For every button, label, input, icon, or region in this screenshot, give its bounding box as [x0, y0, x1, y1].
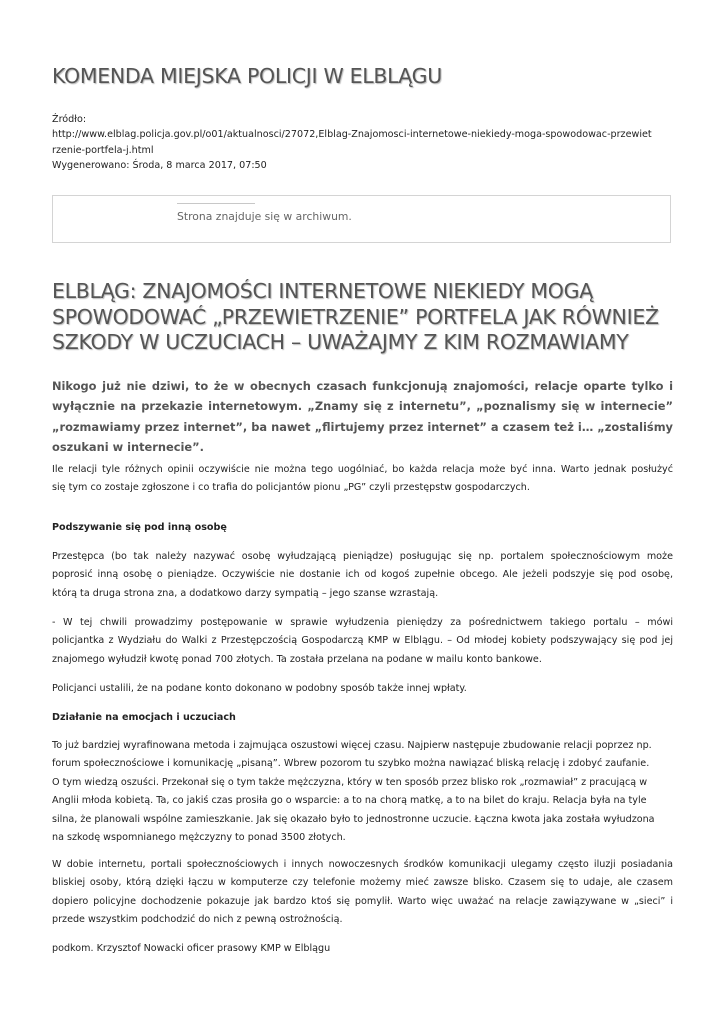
paragraph-line: forum społecznościowe i komunikację „pisaną”. Wbrew pozorom tu szybko można nawiązać bliską relację i zdobyć zaufanie.	[52, 758, 650, 770]
paragraph-line: poprosić inną osobę o pieniądze. Oczywiście nie dostanie ich od kogoś zupełnie obcego. Ale jeżeli podszyje się pod osobę,	[52, 569, 673, 581]
article-lead	[52, 376, 673, 457]
section-heading-emotions: Działanie na emocjach i uczuciach	[52, 712, 236, 723]
archive-divider	[177, 203, 255, 204]
paragraph-line: Przestępca (bo tak należy nazywać osobę wyłudzającą pieniądze) posługując się np. portalem społecznościowym może	[52, 551, 673, 562]
lead-line: oszukani w internecie”.	[52, 439, 204, 454]
lead-line: „rozmawiamy przez internet”, ba nawet „flirtujemy przez internet” a czasem też i… „zostaliśmy	[52, 419, 673, 434]
paragraph-line: znajomego wyłudził kwotę ponad 700 złotych. Ta została przelana na podane w mailu konto bankowe.	[52, 653, 542, 665]
paragraph-line: Policjanci ustalili, że na podane konto dokonano w podobny sposób także innej wpłaty.	[52, 683, 467, 694]
lead-line: Nikogo już nie dziwi, to że w obecnych czasach funkcjonują znajomości, relacje oparte tylko i	[52, 379, 673, 393]
source-url-line-2: rzenie-portfela-j.html	[52, 144, 154, 156]
paragraph-line: na szkodę wspomnianego mężczyzny to ponad 3500 złotych.	[52, 832, 346, 844]
paragraph-line: bliskiej osoby, którą dzięki łączu w komputerze czy telefonie możemy mieć zawsze blisko. Czasem się to udaje, ale czasem	[52, 877, 673, 889]
signature-line: podkom. Krzysztof Nowacki oficer prasowy KMP w Elblągu	[52, 943, 331, 954]
paragraph-line: przede wszystkim podchodzić do nich z pewną ostrożnością.	[52, 914, 343, 926]
paragraph-line: dopiero policyjne dochodzenie pokazuje jak bardzo ktoś się pomylił. Warto więc uważać na relacje zawiązywane w „sieci” i	[52, 895, 673, 907]
paragraph-line: To już bardziej wyrafinowana metoda i zajmująca oszustowi więcej czasu. Najpierw następuje zbudowanie relacji poprzez np.	[52, 740, 652, 751]
paragraph-intro	[52, 461, 673, 498]
organization-title: KOMENDA MIEJSKA POLICJI W ELBLĄGU	[52, 64, 442, 88]
paragraph-line: Ile relacji tyle różnych opinii oczywiście nie można tego uogólniać, bo każda relacja może być inna. Warto jednak posłużyć	[52, 464, 673, 475]
article-title-line: SPOWODOWAĆ „PRZEWIETRZENIE” PORTFELA JAK RÓWNIEŻ	[52, 304, 659, 329]
paragraph-line: W dobie internetu, portali społecznościowych i innych nowoczesnych środków komunikacji ulegamy często iluzji posiadania	[52, 859, 673, 870]
paragraph-line: silna, że planowali wspólne zamieszkanie. Jak się okazało było to jednostronne uczucie. Łączna kwota jaka została wyłudzona	[52, 813, 655, 825]
paragraph-line: którą ta druga strona zna, a dodatkowo darzy sympatią – jego szanse wzrastają.	[52, 587, 439, 599]
paragraph-line: Anglii młoda kobietą. Ta, co jakiś czas prosiła go o wsparcie: a to na chorą matkę, a to na bilet do kraju. Relacja była na tyle	[52, 795, 647, 807]
source-meta	[52, 112, 673, 173]
article-title-line: SZKODY W UCZUCIACH – UWAŻAJMY Z KIM ROZMAWIAMY	[52, 330, 629, 354]
paragraph-line: O tym wiedzą oszuści. Przekonał się o tym także mężczyzna, który w ten sposób przez blisko rok „rozmawiał” z pracującą w	[52, 776, 648, 788]
lead-line: wyłącznie na przekazie internetowym. „Znamy się z internetu”, „poznalismy się w internecie”	[52, 399, 673, 414]
paragraph-summary	[52, 856, 673, 930]
source-url-line-1: http://www.elblag.policja.gov.pl/o01/aktualnosci/27072,Elblag-Znajomosci-internetowe-niekiedy-moga-spowodowac-przewiet	[52, 129, 652, 141]
paragraph-line: - W tej chwili prowadzimy postępowanie w sprawie wyłudzenia pieniędzy za pośrednictwem takiego portalu – mówi	[52, 617, 673, 628]
article-signature	[52, 940, 673, 958]
article-title-line: ELBLĄG: ZNAJOMOŚCI INTERNETOWE NIEKIEDY MOGĄ	[52, 279, 593, 303]
section-heading-impersonation: Podszywanie się pod inną osobę	[52, 522, 227, 533]
paragraph-line: policjantka z Wydziału do Walki z Przestępczością Gospodarczą KMP w Elblągu. – Od młodej kobiety podszywający się pod jej	[52, 635, 673, 647]
archive-notice-box	[52, 195, 671, 243]
paragraph-quote	[52, 614, 673, 669]
archive-notice: Strona znajduje się w archiwum.	[177, 210, 352, 223]
paragraph-line: się tym co zostaje zgłoszone i co trafia do policjantów pionu „PG” czyli przestępstw gospodarczych.	[52, 482, 530, 494]
paragraph-impersonation	[52, 548, 673, 603]
generated-date: Wygenerowano: Środa, 8 marca 2017, 07:50	[52, 159, 267, 171]
source-label: Źródło:	[52, 114, 87, 125]
paragraph-emotions	[52, 737, 673, 847]
article-title	[52, 279, 692, 356]
paragraph-findings	[52, 680, 673, 698]
